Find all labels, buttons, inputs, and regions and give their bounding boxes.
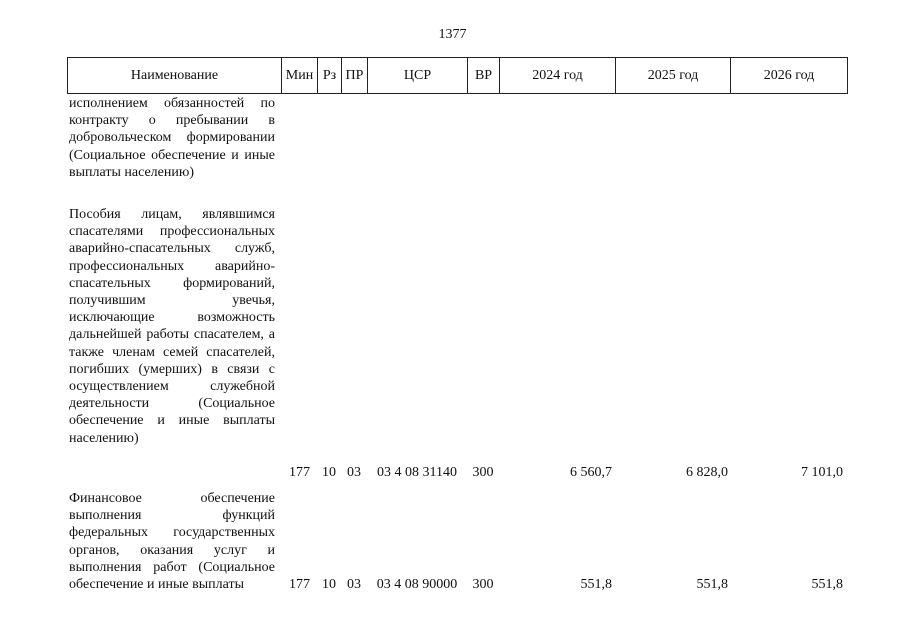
row-2026: 551,8 bbox=[811, 577, 843, 592]
row-2024: 551,8 bbox=[580, 577, 612, 592]
row-name: исполнением обязанностей по контракту о пребывании в добровольческом формировании (Социальное обеспечение и иные выплаты населению) bbox=[69, 96, 275, 180]
table-row bbox=[67, 206, 848, 484]
page-number: 1377 bbox=[438, 27, 467, 42]
row-pr: 03 bbox=[347, 577, 361, 592]
row-min: 177 bbox=[289, 577, 310, 592]
table-row bbox=[67, 95, 848, 199]
row-csr: 03 4 08 90000 bbox=[376, 577, 458, 592]
header-min: Мин bbox=[282, 58, 318, 94]
row-2025: 6 828,0 bbox=[686, 465, 728, 480]
row-rz: 10 bbox=[322, 465, 336, 480]
row-rz: 10 bbox=[322, 577, 336, 592]
row-2026: 7 101,0 bbox=[801, 465, 843, 480]
row-vr: 300 bbox=[472, 577, 494, 592]
row-csr: 03 4 08 31140 bbox=[377, 465, 457, 480]
header-name: Наименование bbox=[68, 58, 282, 94]
header-rz: Рз bbox=[318, 58, 342, 94]
header-2026: 2026 год bbox=[731, 58, 848, 94]
row-min: 177 bbox=[289, 465, 310, 480]
row-pr: 03 bbox=[347, 465, 361, 480]
row-name: Пособия лицам, являвшимся спасателями профессиональных аварийно-спасательных служб, профессиональных аварийно-спасательных формирований, получившим увечья, исключающие возможность дальнейшей работы спасателем, а также членам семей спасателей, погибших (умерших) в связи с осуществлением служебной деятельности (Социальное обеспечение и иные выплаты населению) bbox=[69, 207, 275, 446]
row-2024: 6 560,7 bbox=[570, 465, 612, 480]
header-2025: 2025 год bbox=[616, 58, 731, 94]
row-name: Финансовое обеспечение выполнения функций федеральных государственных органов, оказания услуг и выполнения работ (Социальное обеспечение и иные выплаты bbox=[69, 491, 275, 593]
header-csr: ЦСР bbox=[368, 58, 468, 94]
table-header bbox=[67, 57, 848, 94]
row-vr: 300 bbox=[472, 465, 494, 480]
row-2025: 551,8 bbox=[696, 577, 728, 592]
header-vr: ВР bbox=[468, 58, 500, 94]
header-pr: ПР bbox=[342, 58, 368, 94]
table-row bbox=[67, 490, 848, 598]
header-2024: 2024 год bbox=[500, 58, 616, 94]
